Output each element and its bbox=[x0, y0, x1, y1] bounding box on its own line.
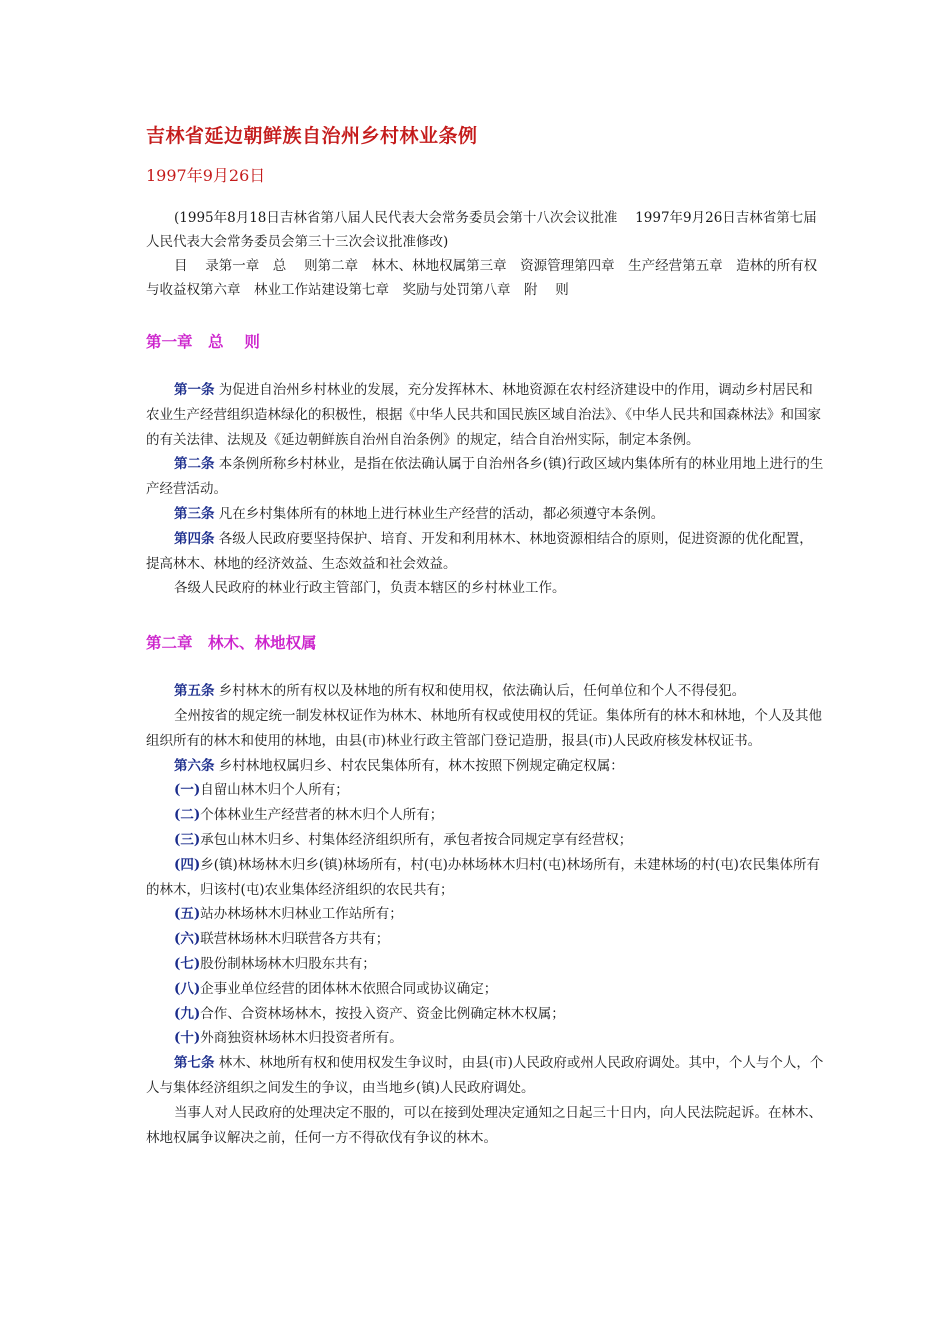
list-item bbox=[146, 853, 826, 903]
article-5-paragraph: 全州按省的规定统一制发林权证作为林木、林地所有权或使用权的凭证。集体所有的林木和林地，个人及其他组织所有的林木和使用的林地，由县(市)林业行政主管部门登记造册，报县(市)人民政府核发林权证书。 bbox=[146, 707, 822, 749]
article-label: 第三条 bbox=[174, 505, 215, 522]
document-date: 1997年9月26日 bbox=[146, 166, 266, 185]
article-text: 林木、林地所有权和使用权发生争议时，由县(市)人民政府或州人民政府调处。其中，个人与个人，个人与集体经济组织之间发生的争议，由当地乡(镇)人民政府调处。 bbox=[146, 1055, 824, 1096]
list-item bbox=[146, 1026, 826, 1051]
article-2 bbox=[146, 452, 826, 502]
item-text: 乡(镇)林场林木归乡(镇)林场所有，村(屯)办林场林木归村(屯)林场所有，未建林场的村(屯)农民集体所有的林木，归该村(屯)农业集体经济组织的农民共有； bbox=[146, 856, 820, 898]
article-4 bbox=[146, 527, 826, 577]
item-text: 股份制林场林木归股东共有； bbox=[200, 955, 376, 972]
list-item bbox=[146, 778, 826, 803]
list-item bbox=[146, 927, 826, 952]
article-text: 为促进自治州乡村林业的发展，充分发挥林木、林地资源在农村经济建设中的作用，调动乡村居民和农业生产经营组织造林绿化的积极性，根据《中华人民共和国民族区域自治法》、《中华人民共和国森林法》和国家的有关法律、法规及《延边朝鲜族自治州自治条例》的规定，结合自治州实际，制定本条例。 bbox=[146, 382, 821, 448]
article-label: 第四条 bbox=[174, 530, 215, 547]
item-text: 个体林业生产经营者的林木归个人所有； bbox=[200, 807, 444, 824]
chapter-1-heading: 第一章 总 则 bbox=[146, 332, 260, 351]
list-item bbox=[146, 902, 826, 927]
article-text: 乡村林木的所有权以及林地的所有权和使用权，依法确认后，任何单位和个人不得侵犯。 bbox=[218, 683, 746, 700]
article-5 bbox=[146, 679, 826, 704]
article-text: 乡村林地权属归乡、村农民集体所有，林木按照下例规定确定权属： bbox=[218, 757, 624, 774]
item-text: 外商独资林场林木归投资者所有。 bbox=[200, 1030, 403, 1047]
article-label: 第一条 bbox=[174, 382, 215, 398]
item-text: 承包山林木归乡、村集体经济组织所有，承包者按合同规定享有经营权； bbox=[200, 831, 633, 848]
document-page bbox=[146, 122, 826, 1150]
preamble bbox=[146, 206, 826, 302]
article-1 bbox=[146, 378, 826, 452]
article-label: 第五条 bbox=[174, 683, 215, 700]
article-7 bbox=[146, 1051, 826, 1101]
item-label: (四) bbox=[174, 856, 201, 873]
table-of-contents: 目 录第一章 总 则第二章 林木、林地权属第三章 资源管理第四章 生产经营第五章 造林的所有权与收益权第六章 林业工作站建设第七章 奖励与处罚第八章 附 则 bbox=[146, 258, 818, 298]
chapter-2-heading: 第二章 林木、林地权属 bbox=[146, 633, 317, 653]
item-text: 合作、合资林场林木，按投入资产、资金比例确定林木权属； bbox=[200, 1005, 565, 1022]
item-label: (十) bbox=[174, 1030, 201, 1047]
article-7-paragraph: 当事人对人民政府的处理决定不服的，可以在接到处理决定通知之日起三十日内，向人民法院起诉。在林木、林地权属争议解决之前，任何一方不得砍伐有争议的林木。 bbox=[146, 1104, 822, 1146]
article-label: 第二条 bbox=[174, 456, 215, 473]
list-item bbox=[146, 828, 826, 853]
item-label: (八) bbox=[174, 980, 201, 997]
item-text: 联营林场林木归联营各方共有； bbox=[200, 931, 390, 948]
article-4-paragraph: 各级人民政府的林业行政主管部门，负责本辖区的乡村林业工作。 bbox=[174, 580, 566, 597]
item-label: (九) bbox=[174, 1005, 201, 1022]
article-text: 各级人民政府要坚持保护、培育、开发和利用林木、林地资源相结合的原则，促进资源的优化配置，提高林木、林地的经济效益、生态效益和社会效益。 bbox=[146, 530, 813, 572]
list-item bbox=[146, 977, 826, 1002]
item-label: (七) bbox=[174, 955, 201, 972]
document-title: 吉林省延边朝鲜族自治州乡村林业条例 bbox=[146, 125, 478, 147]
item-text: 企事业单位经营的团体林木依照合同或协议确定； bbox=[200, 980, 498, 997]
item-label: (二) bbox=[174, 807, 201, 824]
list-item bbox=[146, 803, 826, 828]
chapter-1-body bbox=[146, 378, 826, 601]
item-label: (一) bbox=[174, 782, 201, 799]
article-6 bbox=[146, 754, 826, 779]
article-text: 凡在乡村集体所有的林地上进行林业生产经营的活动，都必须遵守本条例。 bbox=[218, 505, 665, 522]
chapter-2-body bbox=[146, 679, 826, 1150]
item-label: (三) bbox=[174, 831, 201, 848]
list-item bbox=[146, 1002, 826, 1027]
article-label: 第七条 bbox=[174, 1055, 215, 1072]
list-item bbox=[146, 952, 826, 977]
item-label: (六) bbox=[174, 931, 201, 948]
approval-note: (1995年8月18日吉林省第八届人民代表大会常务委员会第十八次会议批准 1997年9月26日吉林省第七届人民代表大会常务委员会第三十三次会议批准修改) bbox=[146, 210, 817, 250]
article-label: 第六条 bbox=[174, 757, 215, 774]
item-text: 站办林场林木归林业工作站所有； bbox=[200, 906, 403, 923]
article-text: 本条例所称乡村林业，是指在依法确认属于自治州各乡(镇)行政区域内集体所有的林业用地上进行的生产经营活动。 bbox=[146, 456, 824, 498]
item-text: 自留山林木归个人所有； bbox=[200, 782, 349, 799]
item-label: (五) bbox=[174, 906, 201, 923]
article-3 bbox=[146, 502, 826, 527]
